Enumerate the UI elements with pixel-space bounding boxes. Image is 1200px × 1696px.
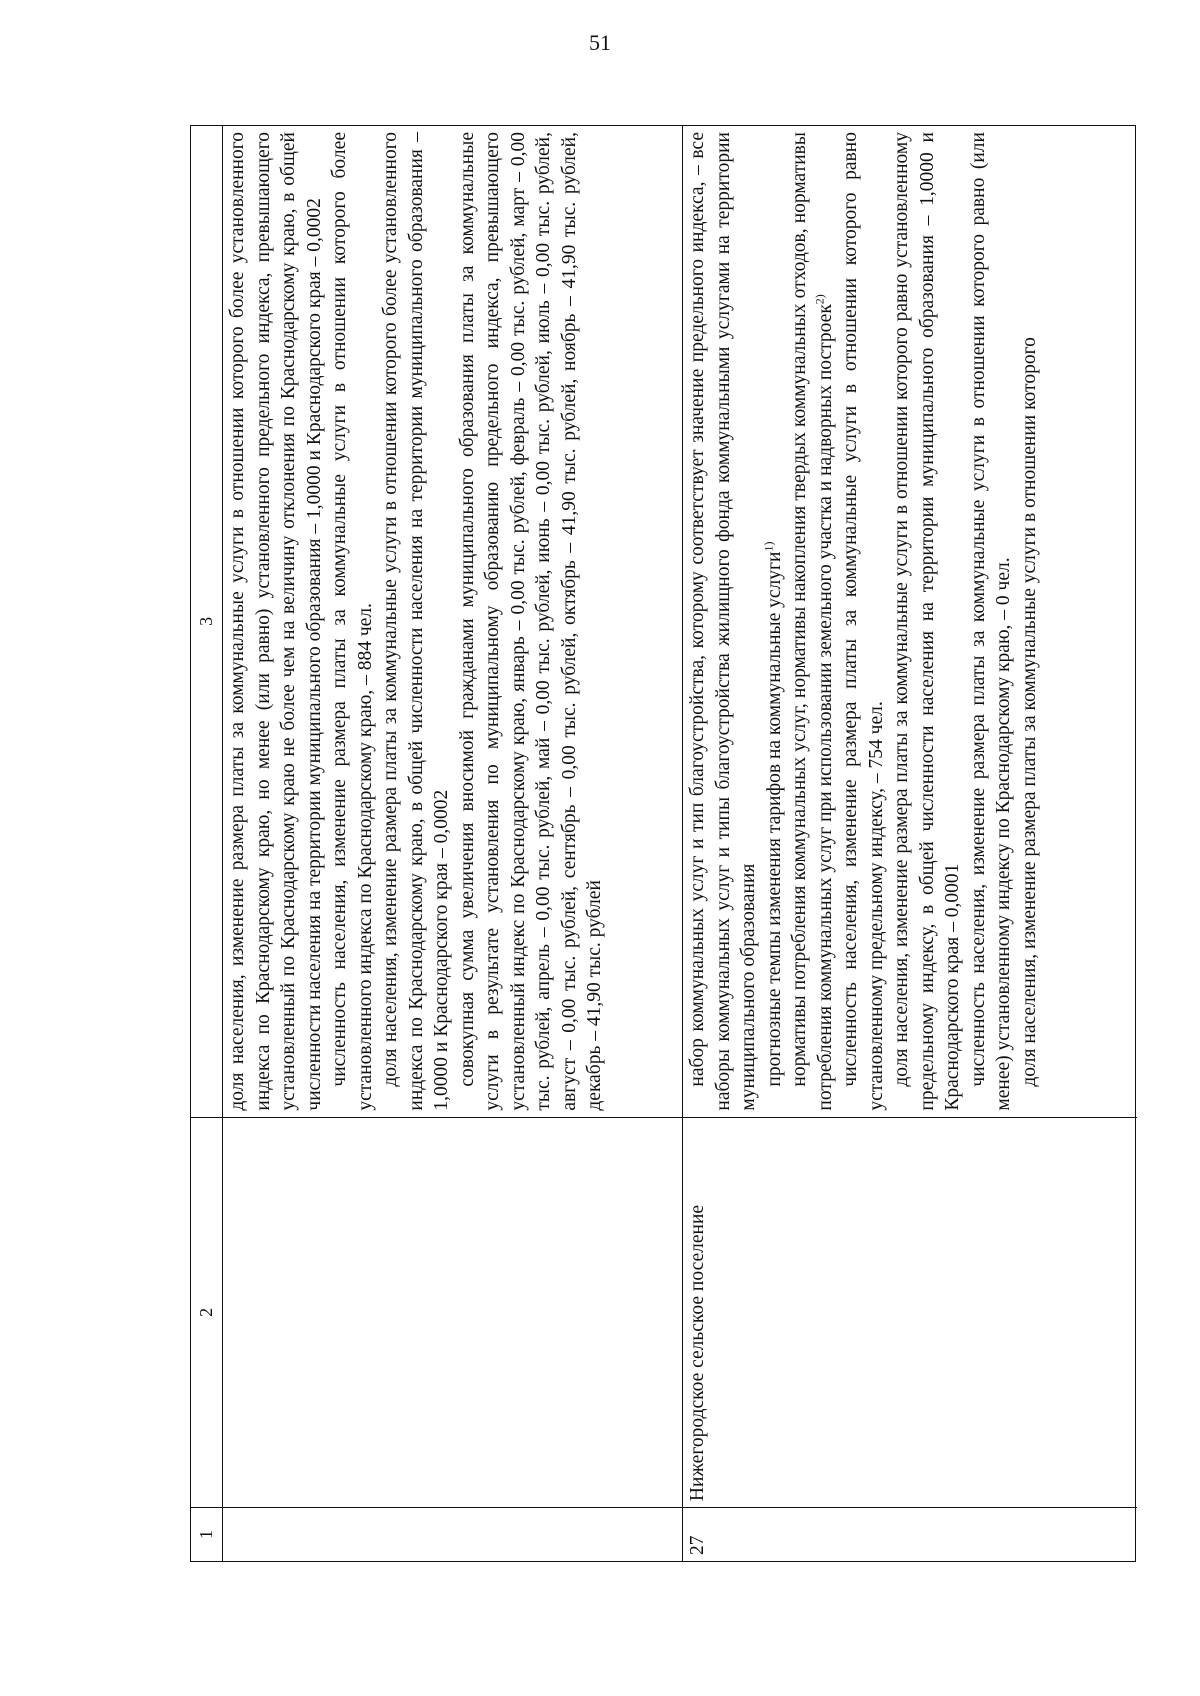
footnote-marker: 1) [761,541,775,552]
row-number-cell [223,1507,682,1561]
table-row [223,126,683,1561]
description-cell [223,126,682,1117]
paragraph [787,132,838,1111]
paragraph: набор коммунальных услуг и тип благоустройства, которому соответствует значение предельного индекса, – все наборы коммунальных услуг и типы благоустройства жилищного фонда коммунальными услугами на территории муниципального образования [687,132,759,1111]
table-row [683,126,1137,1561]
paragraph: численность населения, изменение размера платы за коммунальные услуги в отношении которого равно установленному предельному индексу, – 754 чел. [840,132,887,1111]
paragraph: доля населения, изменение размера платы за коммунальные услуги в отношении которого более установленного индекса по Краснодарскому краю, в общей численности населения на территории муниципального образования – 1,0000 и Краснодарского края – 0,0002 [380,132,452,1111]
paragraph: доля населения, изменение размера платы за коммунальные услуги в отношении которого [1018,337,1040,1087]
paragraph-text: нормативы потребления коммунальных услуг, нормативы накопления твердых коммунальных отходов, нормативы потребления коммунальных услуг при использовании земельного участка и надворных построек [789,132,836,1111]
header-col-2: 2 [191,1117,222,1507]
paragraph: численность населения, изменение размера платы за коммунальные услуги в отношении которого равно (или менее) установленному индексу по Краснодарскому краю, – 0 чел. [967,132,1014,1111]
data-table [190,125,1136,1562]
paragraph-text: прогнозные темпы изменения тарифов на коммунальные услуги [763,551,785,1087]
row-number-cell: 27 [683,1507,1137,1561]
table-header-row [191,126,223,1561]
footnote-marker: 2) [812,294,826,305]
settlement-name-cell [223,1117,682,1507]
paragraph: доля населения, изменение размера платы за коммунальные услуги в отношении которого более установленного индекса по Краснодарскому краю, но менее (или равно) установленного предельного индекса, превышающего установленный по Краснодарскому краю не более чем на величину отклонения по Краснодарскому краю, в общей численности населения на территории муниципального образования – 1,0000 и Краснодарского края – 0,0002 [227,132,325,1111]
page-number: 51 [589,30,611,55]
paragraph: совокупная сумма увеличения вносимой гражданами муниципального образования платы за коммунальные услуги в результате установления по муниципальному образованию предельного индекса, превышающего установленный индекс по Краснодарскому краю, январь – 0,00 тыс. рублей, февраль – 0,00 тыс. рублей, март – 0,00 тыс. рублей, апрель – 0,00 тыс. рублей, май – 0,00 тыс. рублей, июнь – 0,00 тыс. рублей, июль – 0,00 тыс. рублей, август – 0,00 тыс. рублей, сентябрь – 0,00 тыс. рублей, октябрь – 41,90 тыс. рублей, ноябрь – 41,90 тыс. рублей, декабрь – 41,90 тыс. рублей [456,132,605,1111]
header-col-3: 3 [196,616,216,626]
header-col-1: 1 [191,1507,222,1561]
paragraph [762,132,788,1111]
paragraph: доля населения, изменение размера платы за коммунальные услуги в отношении которого равно установленному предельному индексу, в общей численности населения на территории муниципального образования – 1,0000 и Краснодарского края – 0,0001 [891,132,963,1111]
description-cell [683,126,1137,1117]
paragraph: численность населения, изменение размера платы за коммунальные услуги в отношении которого более установленного индекса по Краснодарскому краю, – 884 чел. [329,132,376,1111]
settlement-name-cell: Нижегородское сельское поселение [683,1117,1137,1507]
